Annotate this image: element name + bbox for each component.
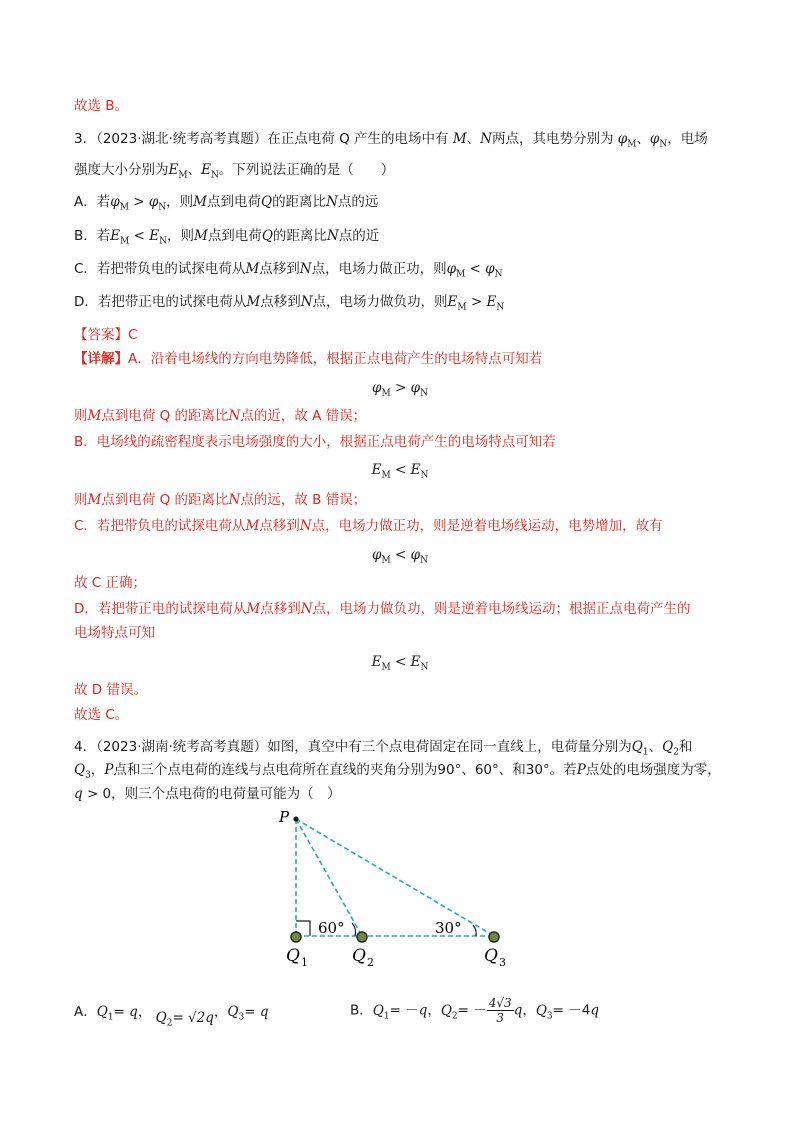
q3-stem-text3: ，电场 bbox=[667, 131, 708, 147]
charge-Q2 bbox=[357, 932, 367, 942]
q3-concl-A: 则M点到电荷 Q 的距离比N点的近，故 A 错误； bbox=[74, 408, 367, 424]
label-Q1-sub: 1 bbox=[301, 956, 308, 969]
q3-line2-text2: 。下列说法正确的是（ ） bbox=[218, 162, 395, 178]
q4-stem-line3: q > 0，则三个点电荷的电荷量可能为（ ） bbox=[74, 786, 341, 802]
q3-stem-line2: 强度大小分别为$E_M$、$E_N$。下列说法正确的是（ ） bbox=[74, 162, 395, 181]
q3-option-A: A．若$\varphi_M > \varphi_N$，则M点到电荷Q的距离比N点的远 bbox=[74, 194, 379, 213]
q4-option-A: A．$Q_1= q$， $Q_2= √2q$，$Q_3= q$ bbox=[74, 1004, 269, 1029]
label-60: 60° bbox=[318, 919, 345, 937]
q3-concl-D: 故 D 错误。 bbox=[74, 682, 147, 698]
q3-option-D: D．若把带正电的试探电荷从M点移到N点，电场力做负功，则$E_M > E_N$ bbox=[74, 294, 505, 313]
sym-N: N bbox=[480, 131, 492, 147]
q3-stem-text: 在正点电荷 Q 产生的电场中有 bbox=[267, 131, 449, 147]
point-P bbox=[293, 816, 298, 821]
q3-detail-A: 【详解】A．沿着电场线的方向电势降低，根据正点电荷产生的电场特点可知若 bbox=[74, 351, 543, 367]
q3-concl-B: 则M点到电荷 Q 的距离比N点的远，故 B 错误； bbox=[74, 492, 367, 508]
q3-concl-C: 故 C 正确； bbox=[74, 575, 147, 591]
q3-line2-text: 强度大小分别为 bbox=[74, 162, 169, 178]
sym-M: M bbox=[452, 131, 467, 147]
eq-E-lt: $E_M < E_N$ bbox=[371, 462, 429, 481]
label-Q1: Q bbox=[286, 946, 300, 966]
q3-stem-line1: 3．（2023·湖北·统考高考真题）在正点电荷 Q 产生的电场中有 M、N两点，其电势分别为 $\varphi_M$、$\varphi_N$，电场 bbox=[74, 131, 708, 150]
E-N: $E_N$ bbox=[201, 162, 219, 181]
q3-number: 3． bbox=[74, 131, 97, 147]
q3-detail-D-line2: 电场特点可知 bbox=[74, 625, 155, 641]
q3-stem-text2: 两点，其电势分别为 bbox=[491, 131, 614, 147]
angle-arc-30 bbox=[473, 925, 476, 936]
q3-answer: 【答案】C bbox=[74, 327, 138, 343]
q4-stem-line1: 4．（2023·湖南·统考高考真题）如图，真空中有三个点电荷固定在同一直线上，电荷量分别为$Q_1$、$Q_2$和 bbox=[74, 739, 693, 758]
q3-option-B: B．若$E_M < E_N$，则M点到电荷Q的距离比N点的近 bbox=[74, 228, 380, 247]
phi-N: $\varphi_N$ bbox=[649, 131, 668, 150]
q3-detail-B: B．电场线的疏密程度表示电场强度的大小，根据正点电荷产生的电场特点可知若 bbox=[74, 434, 556, 450]
q3-detail-C: C．若把带负电的试探电荷从M点移到N点，电场力做正功，则是逆着电场线运动，电势增加，故有 bbox=[74, 518, 663, 534]
q3-option-C: C．若把带负电的试探电荷从M点移到N点，电场力做正功，则$\varphi_M < \varphi_N$ bbox=[74, 261, 503, 280]
eq-phi-gt: $\varphi_M > \varphi_N$ bbox=[372, 380, 428, 399]
label-Q2: Q bbox=[352, 946, 366, 966]
label-Q3-sub: 3 bbox=[499, 956, 506, 969]
q4-figure bbox=[270, 805, 530, 975]
prev-conclusion: 故选 B。 bbox=[74, 98, 129, 114]
sep: 、 bbox=[466, 131, 481, 147]
q4-stem-line2: $Q_3$，P点和三个点电荷的连线与点电荷所在直线的夹角分别为90°、60°、和30°。若P点处的电场强度为零， bbox=[74, 762, 721, 781]
eq-phi-lt: $\varphi_M < \varphi_N$ bbox=[372, 547, 428, 566]
q3-final: 故选 C。 bbox=[74, 707, 129, 723]
label-30: 30° bbox=[435, 919, 462, 937]
eq-E-lt-2: $E_M < E_N$ bbox=[371, 654, 429, 673]
q3-source: （2023·湖北·统考高考真题） bbox=[96, 131, 268, 147]
label-Q3: Q bbox=[484, 946, 498, 966]
label-Q2-sub: 2 bbox=[367, 956, 374, 969]
label-P: P bbox=[279, 808, 290, 826]
phi-M: $\varphi_M$ bbox=[617, 131, 637, 150]
q3-detail-D: D．若把带正电的试探电荷从M点移到N点，电场力做负功，则是逆着电场线运动；根据正点电荷产生的 bbox=[74, 601, 691, 617]
q4-option-B: B．$Q_1= -q$，$Q_2=$ － $\frac{4√3}{3}$ q，$Q_3= -4q$ bbox=[350, 996, 600, 1025]
charge-Q1 bbox=[291, 932, 301, 942]
charge-Q3 bbox=[489, 932, 499, 942]
E-M: $E_M$ bbox=[168, 162, 188, 181]
